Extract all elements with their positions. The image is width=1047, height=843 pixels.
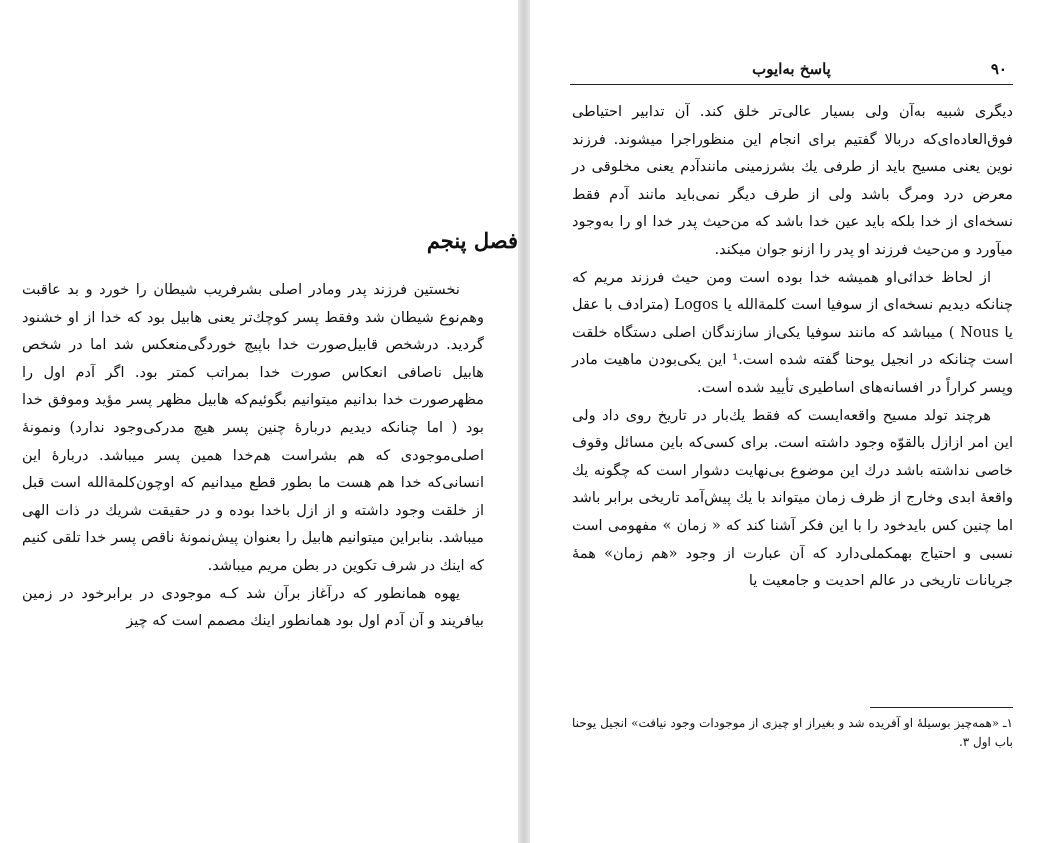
chapter-title: فصل پنجم [426, 228, 518, 253]
footnote: ۱ـ «همه‌چیز بوسیلهٔ او آفریده شد و بغیراز او چیزی از موجودات وجود نیافت» انجیل یوحنا باب اول ۳. [572, 716, 1013, 749]
paragraph: دیگری شبیه به‌آن ولی بسیار عالی‌تر خلق کند. آن تدابیر احتیاطی فوق‌العاده‌ای‌که دربالا گفتیم برای انجام این منظوراجرا میشوند. فرزند نوین یعنی مسیح باید از طرفی یك بشرزمینی مانندآدم یعنی مخلوقی در معرض درد ومرگ باشد ولی از طرف دیگر نمی‌باید مانند آدم فقط نسخه‌ای از خدا بلکه باید عین خدا باشد که من‌حیث پدر خدا او را به‌وجود میآورد و من‌حیث فرزند او پدر را ازنو جوان میکند. [572, 103, 1013, 258]
footnote-divider [870, 707, 1013, 708]
running-head: پاسخ به‌ایوب [752, 60, 831, 78]
right-page-body [572, 98, 1013, 595]
paragraph: نخستین فرزند پدر ومادر اصلی بشرفریب شیطان را خورد و بد عاقبت وهم‌نوع شیطان شد وفقط پسر کوچك‌تر یعنی هابیل بود که خدا از او خشنود گردید. درشخص قابیل‌صورت خدا باپیچ خوردگی‌منعکس شد اما در شخص هابیل ناصافی انعکاس صورت خدا بمراتب کمتر بود. اگر آدم اول را مظهرصورت خدا بدانیم میتوانیم بگوئیم‌که هابیل مظهر پسر مؤید وموفق خدا بود ( اما چنانکه دیدیم دربارهٔ چنین پسر هیچ مدرکی‌وجود ندارد) ونمونهٔ اصلی‌موجودی که هم بشراست هم‌خدا همین پسر میباشد. دربارهٔ این انسانی‌که خدا هم هست ما بطور قطع میدانیم که اوچون‌کلمةالله است قبل از خلقت وجود داشته و از ازل باخدا بوده و در حقیقت شریك در ذات الهی میباشد. بنابراین میتوانیم هابیل را بعنوان پیش‌نمونهٔ ناقص پسر خدا تلقی کنیم که اینك در شرف تکوین در بطن مریم میباشد. [22, 281, 484, 574]
left-page-body [22, 276, 484, 635]
page-number: ۹۰ [990, 60, 1007, 78]
paragraph: یهوه همانطور که درآغاز برآن شد کـه موجودی در برابرخود در زمین بیافریند و آن آدم اول بود همانطور اینك مصمم است که چیز [22, 584, 484, 630]
right-page [530, 0, 1047, 843]
page-gutter [518, 0, 530, 843]
paragraph: هرچند تولد مسیح واقعه‌ایست که فقط یك‌بار در تاریخ روی داد ولی این امر ازازل بالقوّه وجود داشته است. برای کسی‌که باین مسائل وقوف خاصی نداشته باشد درك این موضوع بی‌نهایت دشوار است که چگونه یك واقعهٔ ابدی وخارج از ظرف زمان میتواند با یك پیش‌آمد تاریخی برابر باشد اما چنین کس بایدخود را با این فکر آشنا کند که « زمان » مفهومی است نسبی و احتیاج بهمکملی‌دارد که آن عبارت از وجود «هم زمان» همهٔ جریانات تاریخی در عالم احدیت و جامعیت یا [572, 406, 1013, 590]
page-header [570, 52, 1013, 85]
left-page [0, 0, 518, 843]
footnotes [572, 714, 1013, 752]
paragraph: از لحاظ خدائی‌او همیشه خدا بوده است ومن حیث فرزند مریم که چنانکه دیدیم نسخه‌ای از سوفیا است کلمةالله یا Logos (مترادف با عقل یا Nous ) میباشد که مانند سوفیا یکی‌از سازندگان اصلی دستگاه خلقت است چنانکه در انجیل یوحنا گفته شده است.¹ این یکی‌بودن ماهیت مادر وپسر کراراً در افسانه‌های اساطیری تأیید شده است. [572, 268, 1013, 396]
